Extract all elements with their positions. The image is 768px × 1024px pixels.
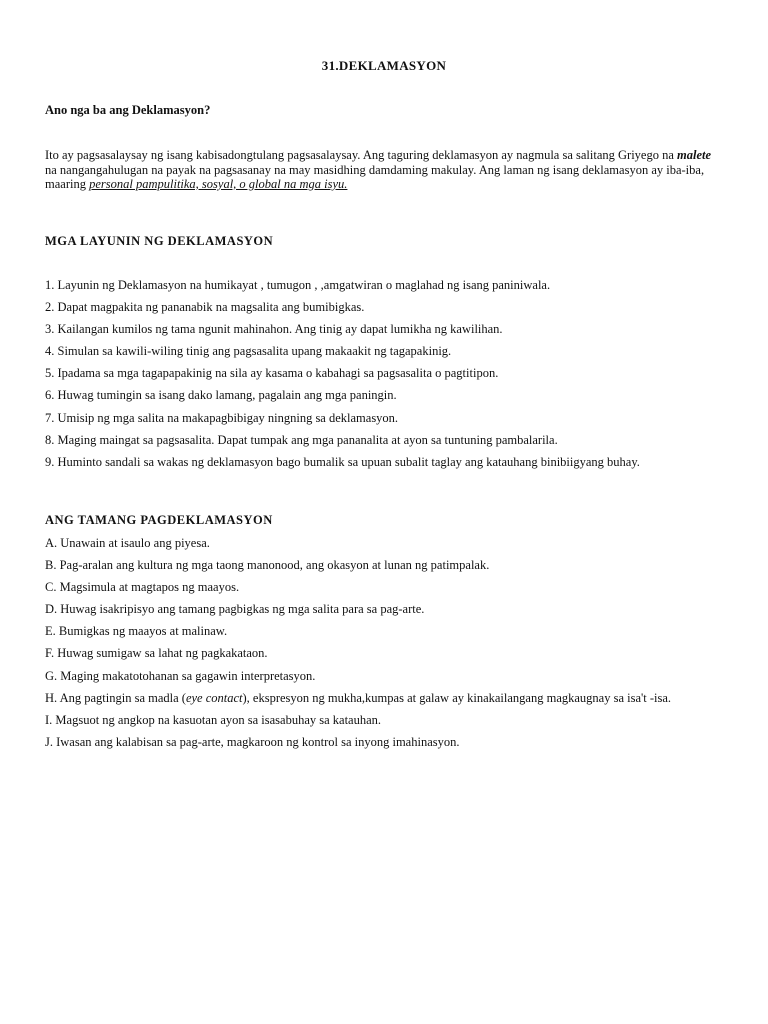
item-h-after: ), ekspresyon ng mukha,kumpas at galaw ay kinakailangang magkaugnay sa isa't -isa. [242, 690, 672, 705]
list-item: 7. Umisip ng mga salita na makapagbibigay ningning sa deklamasyon. [45, 410, 399, 425]
item-h-before: H. Ang pagtingin sa madla ( [45, 690, 186, 705]
list-item: A. Unawain at isaulo ang piyesa. [45, 536, 210, 550]
list-item: 9. Huminto sandali sa wakas ng deklamasyon bago bumalik sa upuan subalit taglay ang katauhang binibiigyang buhay. [45, 454, 640, 469]
list-item: 5. Ipadama sa mga tagapapakinig na sila ay kasama o kabahagi sa pagsasalita o pagtitipon. [45, 366, 499, 381]
list-item: 8. Maging maingat sa pagsasalita. Dapat tumpak ang mga pananalita at ayon sa tuntuning pambalarila. [45, 432, 558, 447]
intro-text-2: na nangangahulugan na payak na pagsasanay na may masidhing damdaming makulay. Ang laman ng isang deklamasyon ay iba-iba, maaring [45, 162, 705, 191]
item-h-italic: eye contact [185, 690, 243, 705]
intro-text-1: Ito ay pagsasalaysay ng isang kabisadongtulang pagsasalaysay. Ang taguring deklamasyon ay nagmula sa salitang Griyego na [45, 148, 678, 162]
list-item: I. Magsuot ng angkop na kasuotan ayon sa isasabuhay sa katauhan. [45, 712, 382, 727]
list-item [45, 691, 725, 706]
list-item: B. Pag-aralan ang kultura ng mga taong manonood, ang okasyon at lunan ng patimpalak. [45, 558, 490, 573]
tamang-list [45, 536, 725, 757]
layunin-heading: MGA LAYUNIN NG DEKLAMASYON [45, 234, 274, 248]
intro-paragraph [45, 148, 725, 192]
list-item: F. Huwag sumigaw sa lahat ng pagkakataon. [45, 646, 268, 661]
tamang-heading: ANG TAMANG PAGDEKLAMASYON [45, 513, 273, 527]
intro-underlined: personal pampulitika, sosyal, o global na mga isyu. [89, 177, 348, 191]
question-heading: Ano nga ba ang Deklamasyon? [45, 103, 211, 117]
intro-emphasis: malete [677, 148, 712, 162]
list-item: 4. Simulan sa kawili-wiling tinig ang pagsasalita upang makaakit ng tagapakinig. [45, 344, 452, 359]
list-item: G. Maging makatotohanan sa gagawin interpretasyon. [45, 668, 316, 683]
layunin-list [45, 278, 725, 477]
list-item: D. Huwag isakripisyo ang tamang pagbigkas ng mga salita para sa pag-arte. [45, 602, 425, 617]
list-item: 6. Huwag tumingin sa isang dako lamang, pagalain ang mga paningin. [45, 388, 397, 403]
list-item: 2. Dapat magpakita ng pananabik na magsalita ang bumibigkas. [45, 300, 365, 315]
list-item: J. Iwasan ang kalabisan sa pag-arte, magkaroon ng kontrol sa inyong imahinasyon. [45, 734, 460, 749]
list-item: 1. Layunin ng Deklamasyon na humikayat , tumugon , ,amgatwiran o maglahad ng isang paniniwala. [45, 278, 551, 292]
list-item: C. Magsimula at magtapos ng maayos. [45, 580, 240, 595]
list-item: 3. Kailangan kumilos ng tama ngunit mahinahon. Ang tinig ay dapat lumikha ng kawilihan. [45, 322, 503, 337]
list-item: E. Bumigkas ng maayos at malinaw. [45, 624, 228, 639]
document-title: 31.DEKLAMASYON [321, 58, 447, 73]
